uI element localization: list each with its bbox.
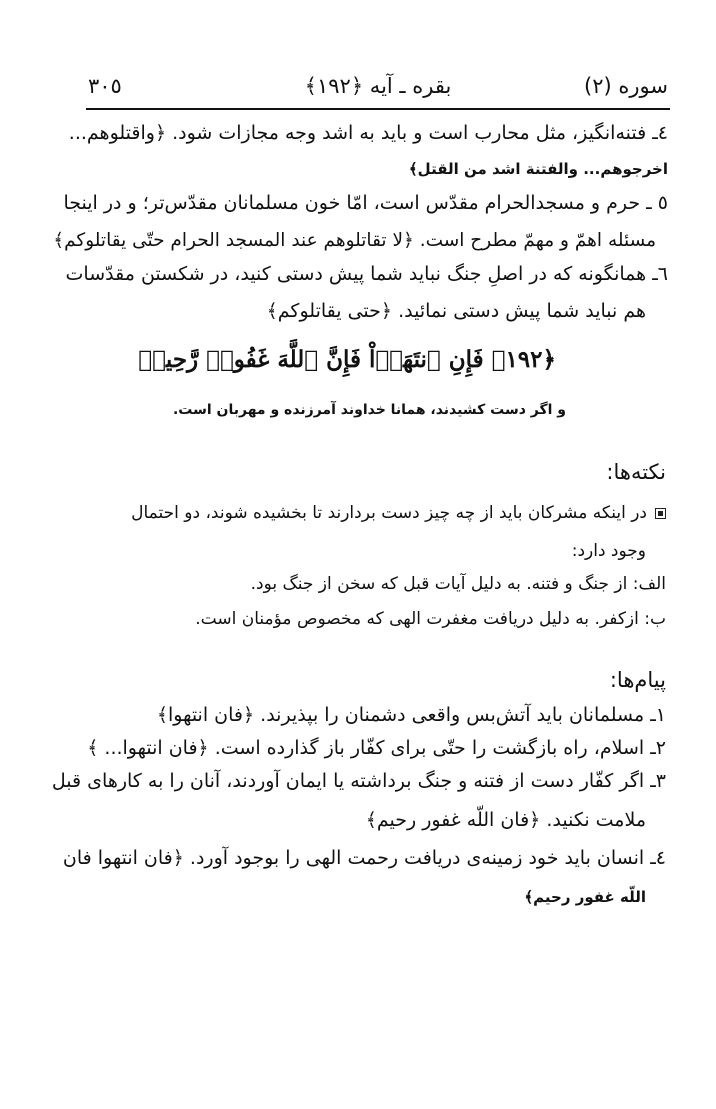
point-6-line-1: ٦ـ همانگونه كه در اصلِ جنگ نبايد شما پيش دستى كنيد، در شكستن مقدّسات — [65, 263, 668, 285]
point-4-line-2: اخرجوهم... والفتنة اشد من القتل﴾ — [408, 160, 668, 178]
message-2: ٢ـ اسلام، راه بازگشت را حتّى براى كفّار باز گذارده است. ﴿فان انتهوا... ﴾ — [87, 737, 666, 759]
message-4-line-2: اللّه غفور رحيم﴾ — [524, 888, 646, 906]
page-header — [88, 74, 668, 104]
point-5-line-2: مسئله اهمّ و مهمّ مطرح است. ﴿لا تقاتلوهم عند المسجد الحرام حتّى يقاتلوكم﴾ — [53, 230, 656, 251]
message-3-line-1: ٣ـ اگر كفّار دست از فتنه و جنگ برداشته يا ايمان آوردند، آنان را به كارهاى قبل — [51, 770, 666, 792]
surah-label: سوره (٢) — [584, 74, 668, 98]
notes-line-1: در اينكه مشركان بايد از چه چيز دست بردارند تا بخشيده شوند، دو احتمال — [131, 503, 666, 523]
header-rule — [86, 108, 670, 110]
point-5-line-1: ٥ ـ حرم و مسجدالحرام مقدّس است، امّا خون مسلمانان مقدّس‌تر؛ و در اينجا — [63, 192, 668, 214]
message-3-line-2: ملامت نكنيد. ﴿فان اللّه غفور رحيم﴾ — [365, 809, 646, 831]
message-4-line-1: ٤ـ انسان بايد خود زمينه‌ى دريافت رحمت الهى را بوجود آورد. ﴿فان انتهوا فان — [62, 847, 666, 869]
point-4-line-1: ٤ـ فتنه‌انگيز، مثل محارب است و بايد به اشد وجه مجازات شود. ﴿واقتلوهم... — [68, 122, 668, 144]
notes-heading: نكته‌ها: — [606, 460, 666, 484]
bullet-box-icon — [655, 508, 666, 519]
point-6-line-2: هم نبايد شما پيش دستى نمائيد. ﴿حتى يقاتلوكم﴾ — [266, 300, 646, 322]
quran-verse: ﴿١٩٢﴾ فَإِنِ ٱنتَهَوۡاْ فَإِنَّ ٱللَّهَ غَفُورٞ رَّحِيمٞ — [138, 346, 556, 373]
verse-reference: بقره ـ آيه ﴿١٩٢﴾ — [304, 74, 452, 98]
notes-line-2: وجود دارد: — [571, 541, 646, 561]
notes-be: ب: ازكفر. به دليل دريافت مغفرت الهى كه مخصوص مؤمنان است. — [195, 609, 666, 629]
notes-alef: الف: از جنگ و فتنه. به دليل آيات قبل كه سخن از جنگ بود. — [250, 574, 666, 594]
message-1: ١ـ مسلمانان بايد آتش‌بس واقعى دشمنان را بپذيرند. ﴿فان انتهوا﴾ — [156, 704, 666, 726]
messages-heading: پيام‌ها: — [609, 668, 666, 692]
page-number: ٣٠٥ — [88, 74, 122, 98]
verse-translation: و اگر دست كشيدند، همانا خداوند آمرزنده و مهربان است. — [172, 402, 566, 418]
